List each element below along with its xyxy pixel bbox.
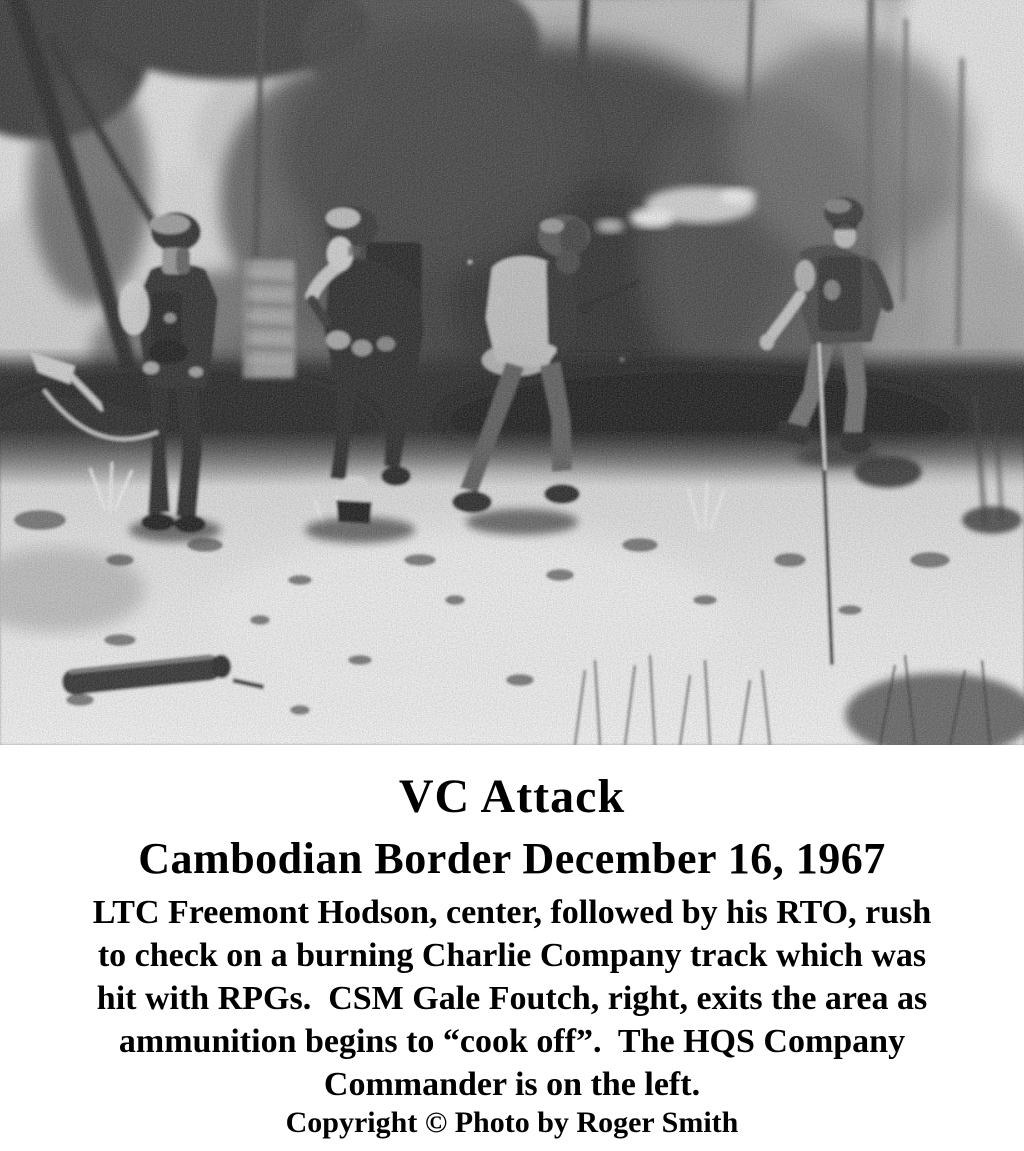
caption-body-line-1: LTC Freemont Hodson, center, followed by his RTO, rush [92,894,932,931]
photo-caption [0,745,1024,1138]
caption-body-line-4: ammunition begins to “cook off”. The HQS Company [118,1023,906,1060]
caption-body-line-3: hit with RPGs. CSM Gale Foutch, right, exits the area as [96,980,928,1017]
caption-copyright: Copyright © Photo by Roger Smith [285,1106,739,1139]
caption-title: VC Attack [398,770,626,823]
caption-body-line-2: to check on a burning Charlie Company track which was [97,937,927,974]
caption-subtitle: Cambodian Border December 16, 1967 [138,834,886,883]
caption-body-line-5: Commander is on the left. [323,1066,701,1103]
caption-body [0,891,1024,1106]
